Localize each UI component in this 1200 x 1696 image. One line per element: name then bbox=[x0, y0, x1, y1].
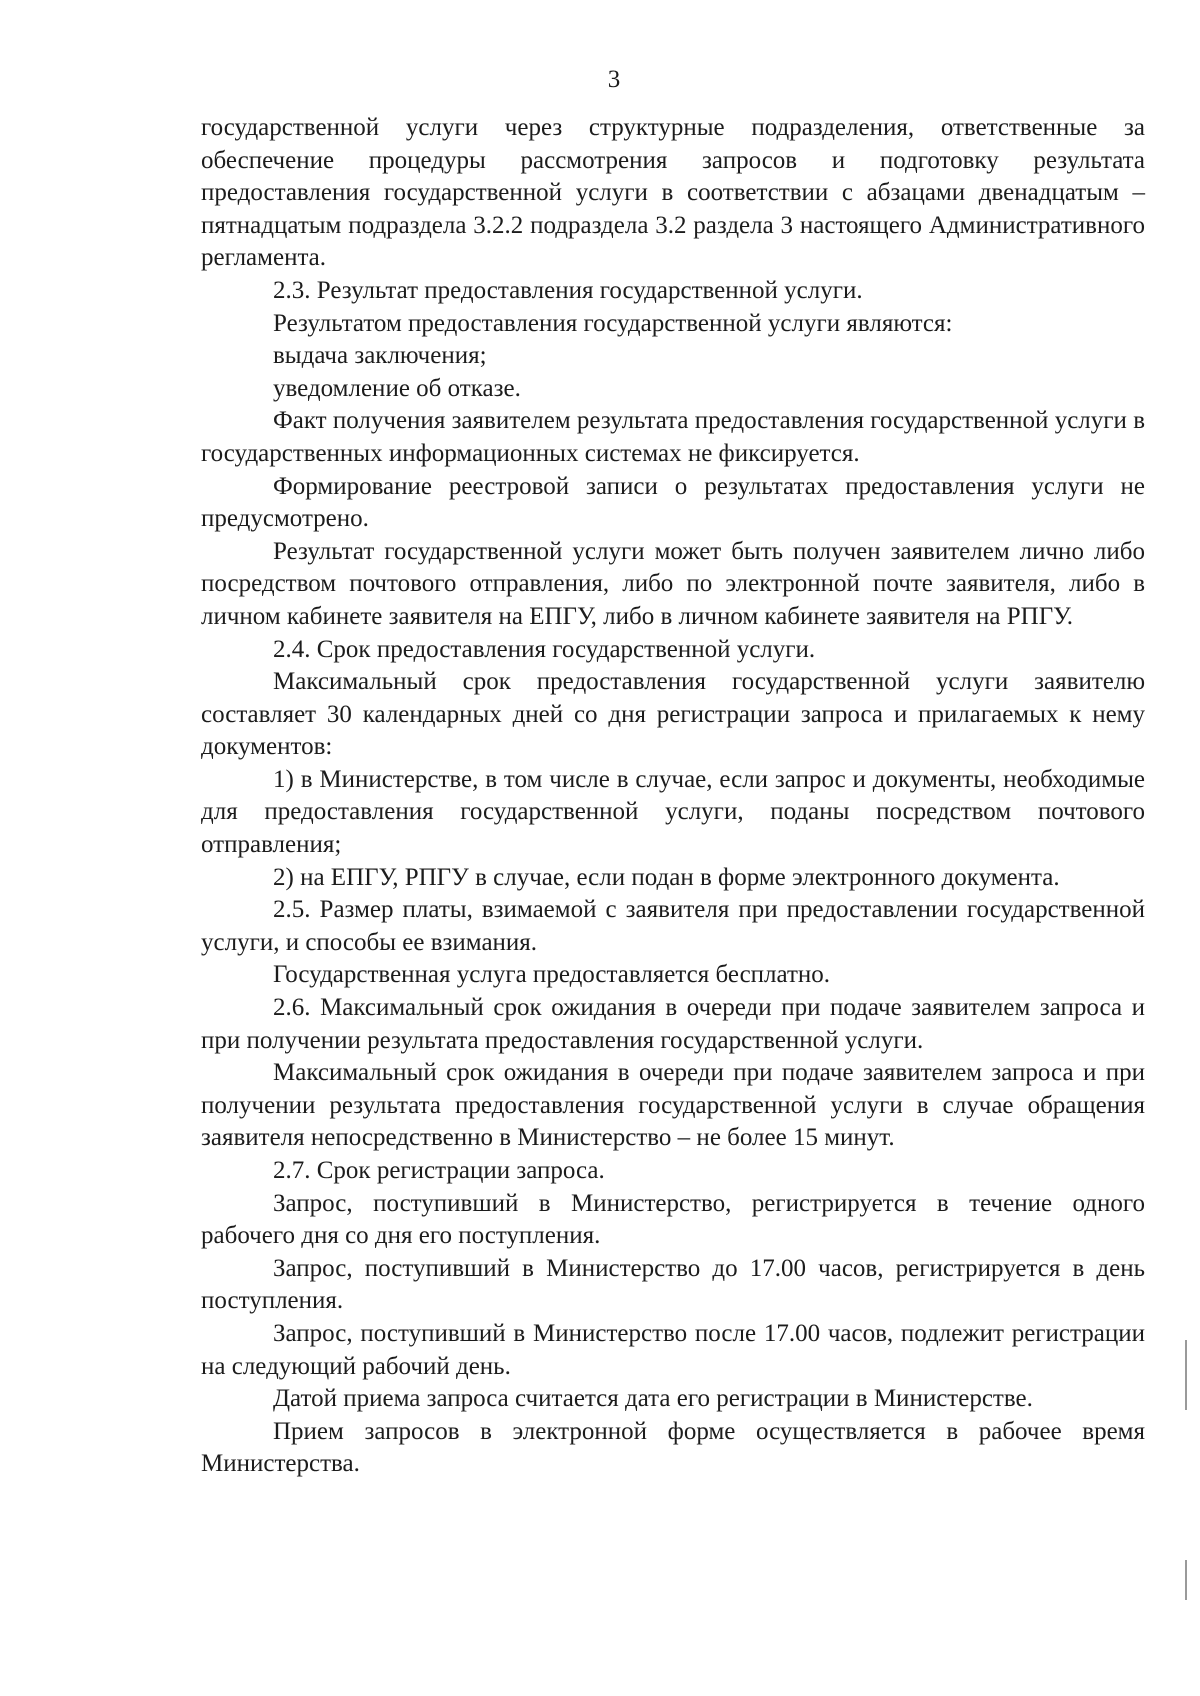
paragraph: Государственная услуга предоставляется бесплатно. bbox=[273, 961, 831, 989]
paragraph: государственной услуги через структурные подразделения, ответственные за обеспечение процедуры рассмотрения запросов и подготовку результата предоставления государственной услуги в соответствии с абзацами двенадцатым – пятнадцатым подраздела 3.2.2 подраздела 3.2 раздела 3 настоящего Административного регламента. bbox=[201, 114, 1145, 272]
paragraph: Датой приема запроса считается дата его регистрации в Министерстве. bbox=[273, 1385, 1033, 1413]
list-item: 2) на ЕПГУ, РПГУ в случае, если подан в форме электронного документа. bbox=[273, 863, 1060, 891]
paragraph: Запрос, поступивший в Министерство после 17.00 часов, подлежит регистрации на следующий рабочий день. bbox=[201, 1319, 1145, 1380]
paragraph: Результат государственной услуги может быть получен заявителем лично либо посредством почтового отправления, либо по электронной почте заявителя, либо в личном кабинете заявителя на ЕПГУ, либо в личном кабинете заявителя на РПГУ. bbox=[201, 537, 1145, 630]
paragraph: Максимальный срок предоставления государственной услуги заявителю составляет 30 календарных дней со дня регистрации запроса и прилагаемых к нему документов: bbox=[201, 668, 1145, 761]
section-heading: 2.5. Размер платы, взимаемой с заявителя при предоставлении государственной услуги, и способы ее взимания. bbox=[201, 896, 1145, 956]
section-heading: 2.4. Срок предоставления государственной услуги. bbox=[273, 635, 816, 663]
paragraph: Формирование реестровой записи о результатах предоставления услуги не предусмотрено. bbox=[201, 472, 1145, 533]
paragraph: Прием запросов в электронной форме осуществляется в рабочее время Министерства. bbox=[201, 1417, 1145, 1478]
document-body bbox=[201, 112, 1145, 1481]
paragraph: Результатом предоставления государственной услуги являются: bbox=[273, 309, 953, 337]
paragraph: Максимальный срок ожидания в очереди при подаче заявителем запроса и при получении результата предоставления государственной услуги в случае обращения заявителя непосредственно в Министерство – не более 15 минут. bbox=[201, 1059, 1145, 1152]
paragraph: Запрос, поступивший в Министерство, регистрируется в течение одного рабочего дня со дня его поступления. bbox=[201, 1189, 1145, 1250]
section-heading: 2.3. Результат предоставления государственной услуги. bbox=[273, 276, 863, 304]
page-number: 3 bbox=[607, 66, 621, 93]
scan-edge-mark bbox=[1185, 1340, 1187, 1410]
list-item: выдача заключения; bbox=[273, 342, 487, 370]
section-heading: 2.7. Срок регистрации запроса. bbox=[273, 1157, 605, 1184]
paragraph: Запрос, поступивший в Министерство до 17.00 часов, регистрируется в день поступления. bbox=[201, 1254, 1145, 1315]
paragraph: Факт получения заявителем результата предоставления государственной услуги в государственных информационных системах не фиксируется. bbox=[201, 407, 1145, 467]
section-heading: 2.6. Максимальный срок ожидания в очереди при подаче заявителем запроса и при получении результата предоставления государственной услуги. bbox=[201, 994, 1145, 1054]
list-item: 1) в Министерстве, в том числе в случае, если запрос и документы, необходимые для предоставления государственной услуги, поданы посредством почтового отправления; bbox=[201, 765, 1145, 859]
list-item: уведомление об отказе. bbox=[273, 374, 521, 402]
scan-edge-mark bbox=[1185, 1560, 1187, 1600]
